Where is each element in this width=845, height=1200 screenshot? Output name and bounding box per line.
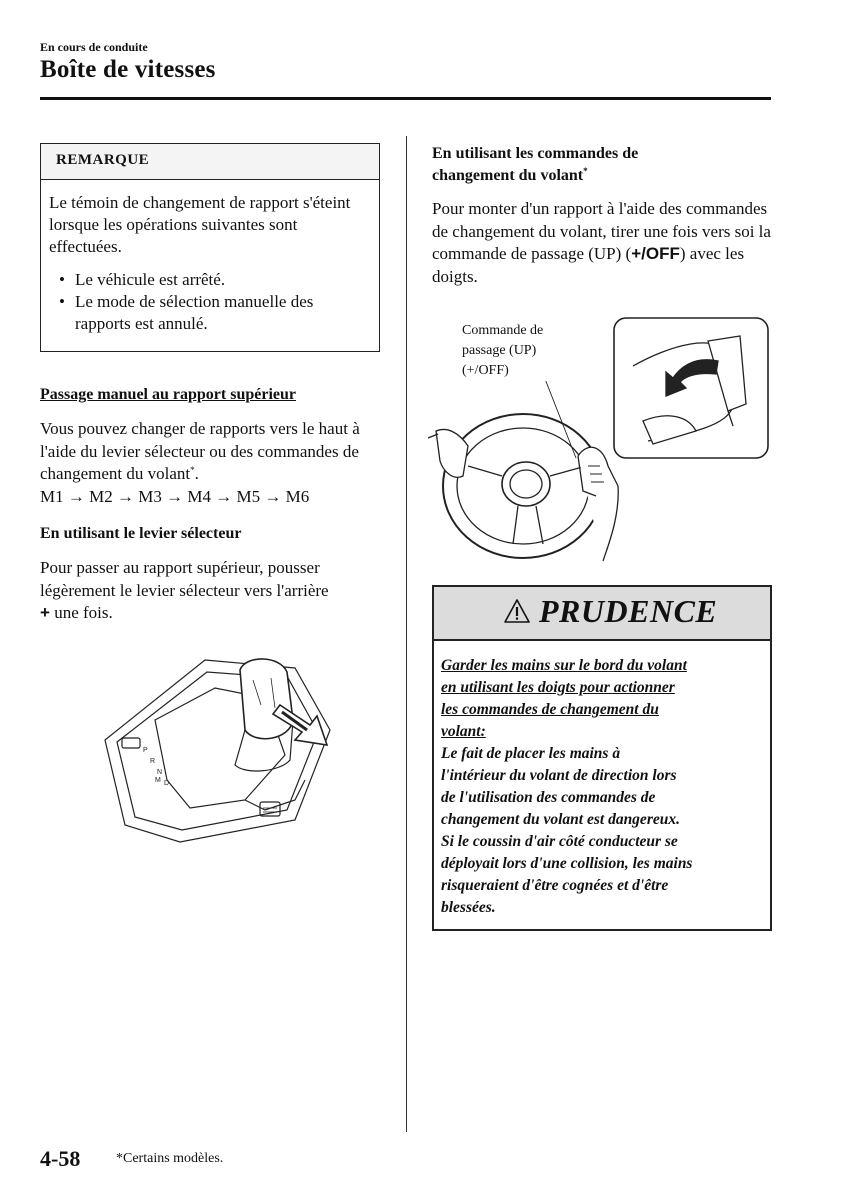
paddle-callout-label xyxy=(462,321,582,381)
gear-sequence: M1 → M2 → M3 → M4 → M5 → M6 xyxy=(40,486,310,506)
paddle-heading-line2: changement du volant xyxy=(432,167,584,184)
lever-text-end: une fois. xyxy=(54,603,113,622)
callout-line: Commande de xyxy=(462,323,544,338)
footnote-marker: * xyxy=(190,465,195,475)
column-divider xyxy=(406,136,407,1132)
caution-line: de l'utilisation des commandes de xyxy=(441,789,656,806)
paddle-heading-line1: En utilisant les commandes de xyxy=(432,145,639,162)
note-body xyxy=(41,180,379,335)
caution-line: blessées. xyxy=(441,899,496,916)
section-text-manual-upshift xyxy=(40,418,380,508)
gear-selector-illustration xyxy=(95,650,340,845)
plus-icon: + xyxy=(40,603,50,622)
note-list-item xyxy=(49,291,371,335)
caution-line: l'intérieur du volant de direction lors xyxy=(441,767,677,784)
title-rule xyxy=(40,97,771,100)
caution-line: déployait lors d'une collision, les mains xyxy=(441,855,693,872)
paddle-text: Pour monter d'un rapport à l'aide des commandes de changement du volant, tirer une fois vers soi la commande de passage (UP) ( xyxy=(432,199,771,263)
shift-label-n: N xyxy=(157,769,163,776)
up-off-button-label: +/OFF xyxy=(631,244,680,263)
shift-label-r: R xyxy=(150,758,156,765)
section-heading-paddle-shift xyxy=(432,143,762,187)
caution-line: les commandes de changement du xyxy=(441,701,659,718)
caution-box xyxy=(432,585,772,931)
lever-text: Pour passer au rapport supérieur, pousser légèrement le levier sélecteur vers l'arrière xyxy=(40,558,329,600)
note-item-text: Le mode de sélection manuelle des rapports est annulé. xyxy=(75,292,314,333)
caution-line: risqueraient d'être cognées et d'être xyxy=(441,877,669,894)
section-heading-manual-upshift: Passage manuel au rapport supérieur xyxy=(40,386,296,403)
caution-body xyxy=(434,641,770,919)
warning-triangle-icon xyxy=(503,598,531,624)
bullet-icon: • xyxy=(59,270,65,289)
callout-line: (+/OFF) xyxy=(462,363,509,378)
note-box xyxy=(40,143,380,352)
note-header: REMARQUE xyxy=(41,144,379,180)
caution-line: Garder les mains sur le bord du volant xyxy=(441,657,687,674)
manual-text: Vous pouvez changer de rapports vers le haut à l'aide du levier sélecteur ou des commandes de changement du volant xyxy=(40,419,360,483)
page-title: Boîte de vitesses xyxy=(40,56,216,83)
footnote: *Certains modèles. xyxy=(116,1151,224,1166)
shift-label-m: M xyxy=(155,777,161,784)
paddle-text-end: ) avec les doigts. xyxy=(432,244,745,286)
caution-title: PRUDENCE xyxy=(539,593,718,629)
footnote-marker: * xyxy=(583,166,588,176)
page-number: 4-58 xyxy=(40,1146,81,1171)
section-text-selector-lever xyxy=(40,557,385,625)
note-list-item xyxy=(49,269,371,291)
note-intro: Le témoin de changement de rapport s'éteint lorsque les opérations suivantes sont effectuées. xyxy=(49,193,351,256)
caution-line: en utilisant les doigts pour actionner xyxy=(441,679,675,696)
callout-line: passage (UP) xyxy=(462,343,537,358)
note-list xyxy=(49,269,371,335)
shift-label-p: P xyxy=(143,747,148,754)
manual-text-end: . xyxy=(194,464,199,483)
section-text-paddle-shift xyxy=(432,198,777,288)
bullet-icon: • xyxy=(59,292,65,311)
section-heading-selector-lever: En utilisant le levier sélecteur xyxy=(40,525,242,542)
breadcrumb: En cours de conduite xyxy=(40,40,148,54)
shift-label-d: D xyxy=(164,780,170,787)
caution-header xyxy=(434,587,770,641)
caution-line: Si le coussin d'air côté conducteur se xyxy=(441,833,678,850)
caution-line: volant: xyxy=(441,723,486,740)
note-item-text: Le véhicule est arrêté. xyxy=(75,270,226,289)
caution-line: changement du volant est dangereux. xyxy=(441,811,680,828)
caution-line: Le fait de placer les mains à xyxy=(441,745,621,762)
